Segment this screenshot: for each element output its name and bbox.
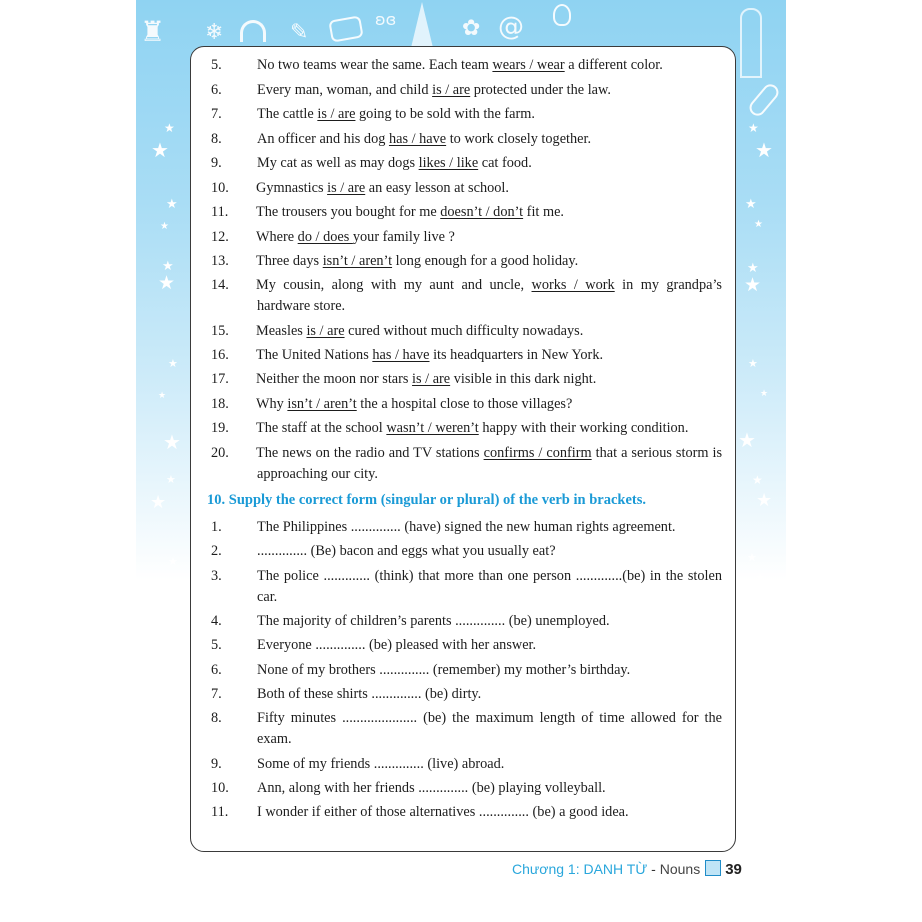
item-text-after: cat food. (478, 155, 532, 171)
star-icon: ★ (740, 628, 758, 652)
verb-choice: has / have (388, 131, 447, 147)
exercise-10-item (211, 611, 722, 632)
item-number: 6. (211, 82, 222, 98)
page-number: 39 (725, 861, 742, 878)
item-number: 19. (211, 420, 229, 436)
item-text-before: My cat as well as may dogs (257, 155, 419, 171)
exercise-9-item (211, 345, 722, 366)
verb-choice: is / are (412, 371, 451, 387)
star-icon: ★ (150, 492, 167, 513)
verb-choice: isn’t / aren’t (322, 253, 393, 269)
item-text-before: My cousin, along with my aunt and uncle, (256, 277, 532, 293)
item-text: The Philippines .............. (have) signed the new human rights agreement. (257, 519, 676, 535)
tower-bridge-icon: ♜ (140, 15, 166, 48)
item-text-before: Gymnastics (256, 180, 328, 196)
star-icon: ★ (755, 138, 773, 162)
star-icon: ★ (166, 473, 176, 486)
star-icon: ★ (747, 551, 757, 564)
chapter-label: Chương 1: DANH TỪ (512, 861, 648, 877)
exercise-10-item (211, 802, 722, 823)
item-number: 18. (211, 396, 229, 412)
exercise-10-item (211, 708, 722, 750)
item-text-after: a different color. (564, 57, 663, 73)
item-text-after: protected under the law. (470, 82, 611, 98)
exercise-9-item (211, 369, 722, 390)
item-text: Both of these shirts .............. (be) dirty. (257, 686, 482, 702)
exercise-9-item (211, 202, 722, 223)
item-number: 9. (211, 756, 222, 772)
star-icon: ★ (162, 259, 174, 274)
item-number: 6. (211, 662, 222, 678)
item-number: 2. (211, 543, 222, 559)
star-icon: ★ (744, 274, 762, 296)
exercise-10-item (211, 684, 722, 705)
exercise-9-item (211, 104, 722, 125)
verb-choice: isn’t / aren’t (287, 396, 357, 412)
verb-choice: doesn’t / don’t (440, 204, 524, 220)
item-number: 7. (211, 686, 222, 702)
item-text-before: The cattle (257, 106, 318, 122)
item-text-after: long enough for a good holiday. (392, 253, 579, 269)
item-number: 7. (211, 106, 222, 122)
item-text: None of my brothers .............. (remember) my mother’s birthday. (257, 662, 631, 678)
item-text-after: to work closely together. (446, 131, 592, 147)
item-text: The majority of children’s parents .............. (be) unemployed. (257, 613, 610, 629)
item-number: 14. (211, 277, 229, 293)
item-number: 12. (211, 229, 229, 245)
star-icon: ★ (166, 197, 178, 212)
item-number: 13. (211, 253, 229, 269)
star-icon: ★ (738, 428, 756, 452)
pencil-icon: ✎ (290, 20, 309, 45)
item-text-after: the a hospital close to those villages? (356, 396, 573, 412)
item-text-after: your family live ? (352, 229, 455, 245)
item-text-after: an easy lesson at school. (365, 180, 509, 196)
item-text-after: that a serious storm is approaching our city. (257, 445, 723, 482)
item-text-before: Every man, woman, and child (257, 82, 433, 98)
verb-choice: is / are (327, 180, 366, 196)
item-text-after: happy with their working condition. (478, 420, 689, 436)
item-text-before: An officer and his dog (257, 131, 389, 147)
star-icon: ★ (752, 473, 763, 487)
verb-choice: is / are (306, 323, 345, 339)
verb-choice: wears / wear (492, 57, 565, 73)
item-text-before: The news on the radio and TV stations (256, 445, 484, 461)
light-bulb-icon (553, 4, 571, 26)
verb-choice: likes / like (418, 155, 479, 171)
item-text: Everyone .............. (be) pleased with her answer. (257, 637, 537, 653)
exercise-10-title: 10. Supply the correct form (singular or plural) of the verb in brackets. (207, 492, 647, 508)
star-icon: ★ (748, 121, 759, 135)
star-icon: ★ (164, 121, 175, 135)
item-text-before: The staff at the school (256, 420, 387, 436)
exercise-10-item (211, 660, 722, 681)
at-sign-icon: @ (498, 12, 524, 42)
star-icon: ★ (160, 221, 169, 232)
clock-tower-icon (740, 8, 762, 78)
item-number: 3. (211, 568, 222, 584)
star-icon: ★ (756, 490, 773, 511)
item-text-after: fit me. (523, 204, 565, 220)
item-text-after: visible in this dark night. (450, 371, 597, 387)
item-number: 4. (211, 613, 222, 629)
star-icon: ★ (158, 391, 167, 401)
exercise-9-item (211, 275, 722, 317)
item-text: .............. (Be) bacon and eggs what you usually eat? (257, 543, 556, 559)
item-text-before: The United Nations (256, 347, 373, 363)
star-icon: ★ (168, 357, 178, 370)
exercise-9-item (211, 80, 722, 101)
item-number: 20. (211, 445, 229, 461)
item-number: 8. (211, 131, 222, 147)
item-text-before: Measles (256, 323, 307, 339)
headphones-icon (240, 20, 266, 42)
exercise-10-item (211, 635, 722, 656)
footer-separator: - (647, 861, 660, 877)
snowflake-icon: ❄ (205, 20, 224, 45)
verb-choice: is / are (432, 82, 471, 98)
star-icon: ★ (163, 430, 181, 454)
verb-choice: is / are (317, 106, 356, 122)
square-icon (705, 860, 721, 876)
item-text-before: Three days (256, 253, 323, 269)
star-icon: ★ (151, 138, 169, 162)
exercise-9-item (211, 321, 722, 342)
item-number: 5. (211, 637, 222, 653)
item-text-before: The trousers you bought for me (256, 204, 441, 220)
star-icon: ★ (754, 219, 763, 230)
star-icon: ★ (168, 555, 178, 568)
item-text: Ann, along with her friends .............. (be) playing volleyball. (257, 780, 606, 796)
star-icon: ★ (756, 573, 765, 583)
item-text-after: in my grandpa’s hardware store. (257, 277, 722, 314)
item-number: 17. (211, 371, 229, 387)
star-icon: ★ (747, 261, 759, 276)
exercise-10-item (211, 517, 722, 538)
verb-choice: has / have (372, 347, 430, 363)
exercise-9-item (211, 129, 722, 150)
exercise-10-item (211, 566, 722, 608)
item-number: 10. (211, 180, 229, 196)
chapter-subtitle: Nouns (659, 861, 701, 877)
item-number: 11. (211, 804, 229, 820)
item-number: 15. (211, 323, 229, 339)
item-text-after: going to be sold with the farm. (355, 106, 535, 122)
item-text-after: cured without much difficulty nowadays. (344, 323, 584, 339)
exercise-9-item (211, 418, 722, 439)
star-icon: ★ (745, 197, 757, 212)
item-number: 5. (211, 57, 222, 73)
star-icon: ★ (164, 628, 182, 652)
verb-choice: works / work (531, 277, 615, 293)
verb-choice: wasn’t / weren’t (386, 420, 479, 436)
star-icon: ★ (158, 272, 176, 294)
big-ben-icon (410, 2, 434, 52)
item-text-before: Why (256, 396, 288, 412)
exercise-9-item (211, 394, 722, 415)
item-text: I wonder if either of those alternatives .............. (be) a good idea. (257, 804, 629, 820)
item-number: 11. (211, 204, 229, 220)
item-text: Fifty minutes ..................... (be) the maximum length of time allowed for the exam. (257, 710, 722, 747)
item-number: 10. (211, 780, 229, 796)
exercise-9-item (211, 227, 722, 248)
maple-leaf-icon: ✿ (462, 16, 481, 41)
butterfly-icon: ʚɞ (375, 10, 397, 29)
page-footer (512, 860, 742, 878)
verb-choice: confirms / confirm (483, 445, 592, 461)
item-text: Some of my friends .............. (live) abroad. (257, 756, 505, 772)
item-text-before: No two teams wear the same. Each team (257, 57, 493, 73)
item-number: 16. (211, 347, 229, 363)
exercise-9-item (211, 251, 722, 272)
item-text-before: Where (256, 229, 298, 245)
star-icon: ★ (748, 357, 758, 370)
exercise-10-item (211, 541, 722, 562)
item-text-after: its headquarters in New York. (429, 347, 604, 363)
star-icon: ★ (760, 389, 769, 399)
item-text-before: Neither the moon nor stars (256, 371, 413, 387)
exercise-9-item (211, 178, 722, 199)
item-number: 1. (211, 519, 222, 535)
exercise-10-item (211, 754, 722, 775)
item-number: 8. (211, 710, 222, 726)
exercise-9-item (211, 443, 723, 485)
star-icon: ★ (160, 577, 169, 587)
verb-choice: do / does (297, 229, 353, 245)
item-number: 9. (211, 155, 222, 171)
exercise-9-item (211, 153, 722, 174)
exercise-9-item (211, 55, 722, 76)
exercise-10-item (211, 778, 722, 799)
item-text: The police ............. (think) that more than one person .............(be) in the stolen car. (257, 568, 722, 605)
